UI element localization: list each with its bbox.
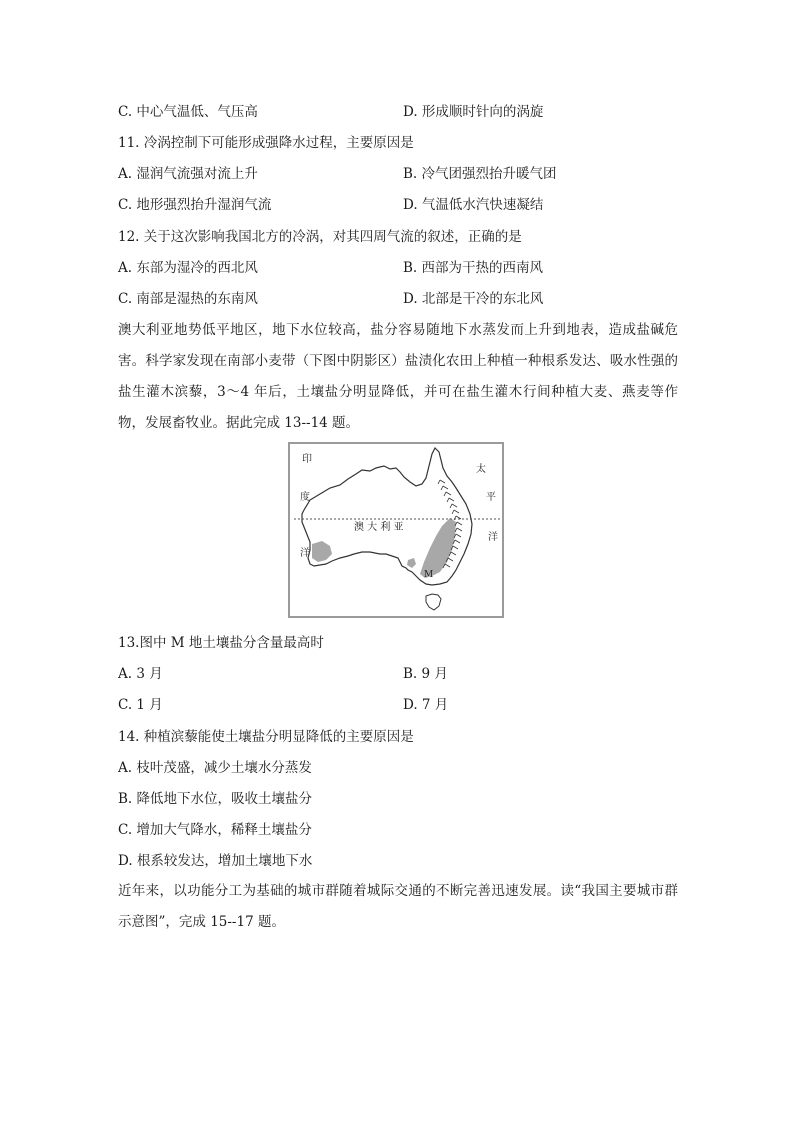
- q12-option-b: B. 西部为干热的西南风: [403, 260, 544, 276]
- tasmania-outline: [426, 594, 441, 610]
- q14-stem: 14. 种植滨藜能使土壤盐分明显降低的主要原因是: [118, 729, 414, 745]
- q11-option-c: C. 地形强烈抬升湿润气流: [118, 197, 272, 213]
- q11-option-a: A. 湿润气流强对流上升: [118, 166, 258, 182]
- q13-option-c: C. 1 月: [118, 697, 163, 713]
- q13-option-b: B. 9 月: [403, 666, 448, 682]
- q12-option-c: C. 南部是湿热的东南风: [118, 291, 258, 307]
- label-pacific-ocean-1: 太: [476, 464, 486, 475]
- passage-city-clusters: 近年来，以功能分工为基础的城市群随着城际交通的不断完善迅速发展。读“我国主要城市群示意图”，完成 15--17 题。: [118, 883, 678, 930]
- q11-option-d: D. 气温低水汽快速凝结: [403, 197, 544, 213]
- label-indian-ocean-2: 度: [300, 492, 310, 503]
- q14-option-b: B. 降低地下水位，吸收土壤盐分: [118, 791, 313, 807]
- q10-option-c: C. 中心气温低、气压高: [118, 104, 258, 120]
- label-indian-ocean-1: 印: [302, 454, 312, 465]
- q11-option-b: B. 冷气团强烈抬升暖气团: [403, 166, 557, 182]
- q14-option-d: D. 根系较发达，增加土壤地下水: [118, 853, 313, 869]
- q13-stem: 13.图中 M 地土壤盐分含量最高时: [118, 635, 324, 651]
- passage-australia: 澳大利亚地势低平地区，地下水位较高，盐分容易随地下水蒸发而上升到地表，造成盐碱危害。科学家发现在南部小麦带（下图中阴影区）盐渍化农田上种植一种根系发达、吸水性强的盐生灌木滨藜，3～4 年后，土壤盐分明显降低，并可在盐生灌木行间种植大麦、燕麦等作物，发展畜牧业。据此完成 13--14 题。: [118, 322, 678, 431]
- label-m: M: [424, 570, 434, 580]
- australia-map-svg: [290, 444, 502, 616]
- q14-option-c: C. 增加大气降水，稀释土壤盐分: [118, 822, 312, 838]
- q12-option-a: A. 东部为湿冷的西北风: [118, 260, 258, 276]
- q14-option-a: A. 枝叶茂盛，减少土壤水分蒸发: [118, 760, 312, 776]
- q12-option-d: D. 北部是干冷的东北风: [403, 291, 544, 307]
- q10-option-d: D. 形成顺时针向的涡旋: [403, 104, 544, 120]
- label-pacific-ocean-3: 洋: [488, 532, 498, 543]
- q11-stem: 11. 冷涡控制下可能形成强降水过程，主要原因是: [118, 135, 414, 151]
- label-indian-ocean-3: 洋: [300, 548, 310, 559]
- label-pacific-ocean-2: 平: [486, 492, 496, 503]
- australia-map: [288, 442, 504, 618]
- q13-option-d: D. 7 月: [403, 697, 449, 713]
- q13-option-a: A. 3 月: [118, 666, 163, 682]
- q12-stem: 12. 关于这次影响我国北方的冷涡，对其四周气流的叙述，正确的是: [118, 229, 522, 245]
- label-australia: 澳 大 利 亚: [354, 522, 404, 533]
